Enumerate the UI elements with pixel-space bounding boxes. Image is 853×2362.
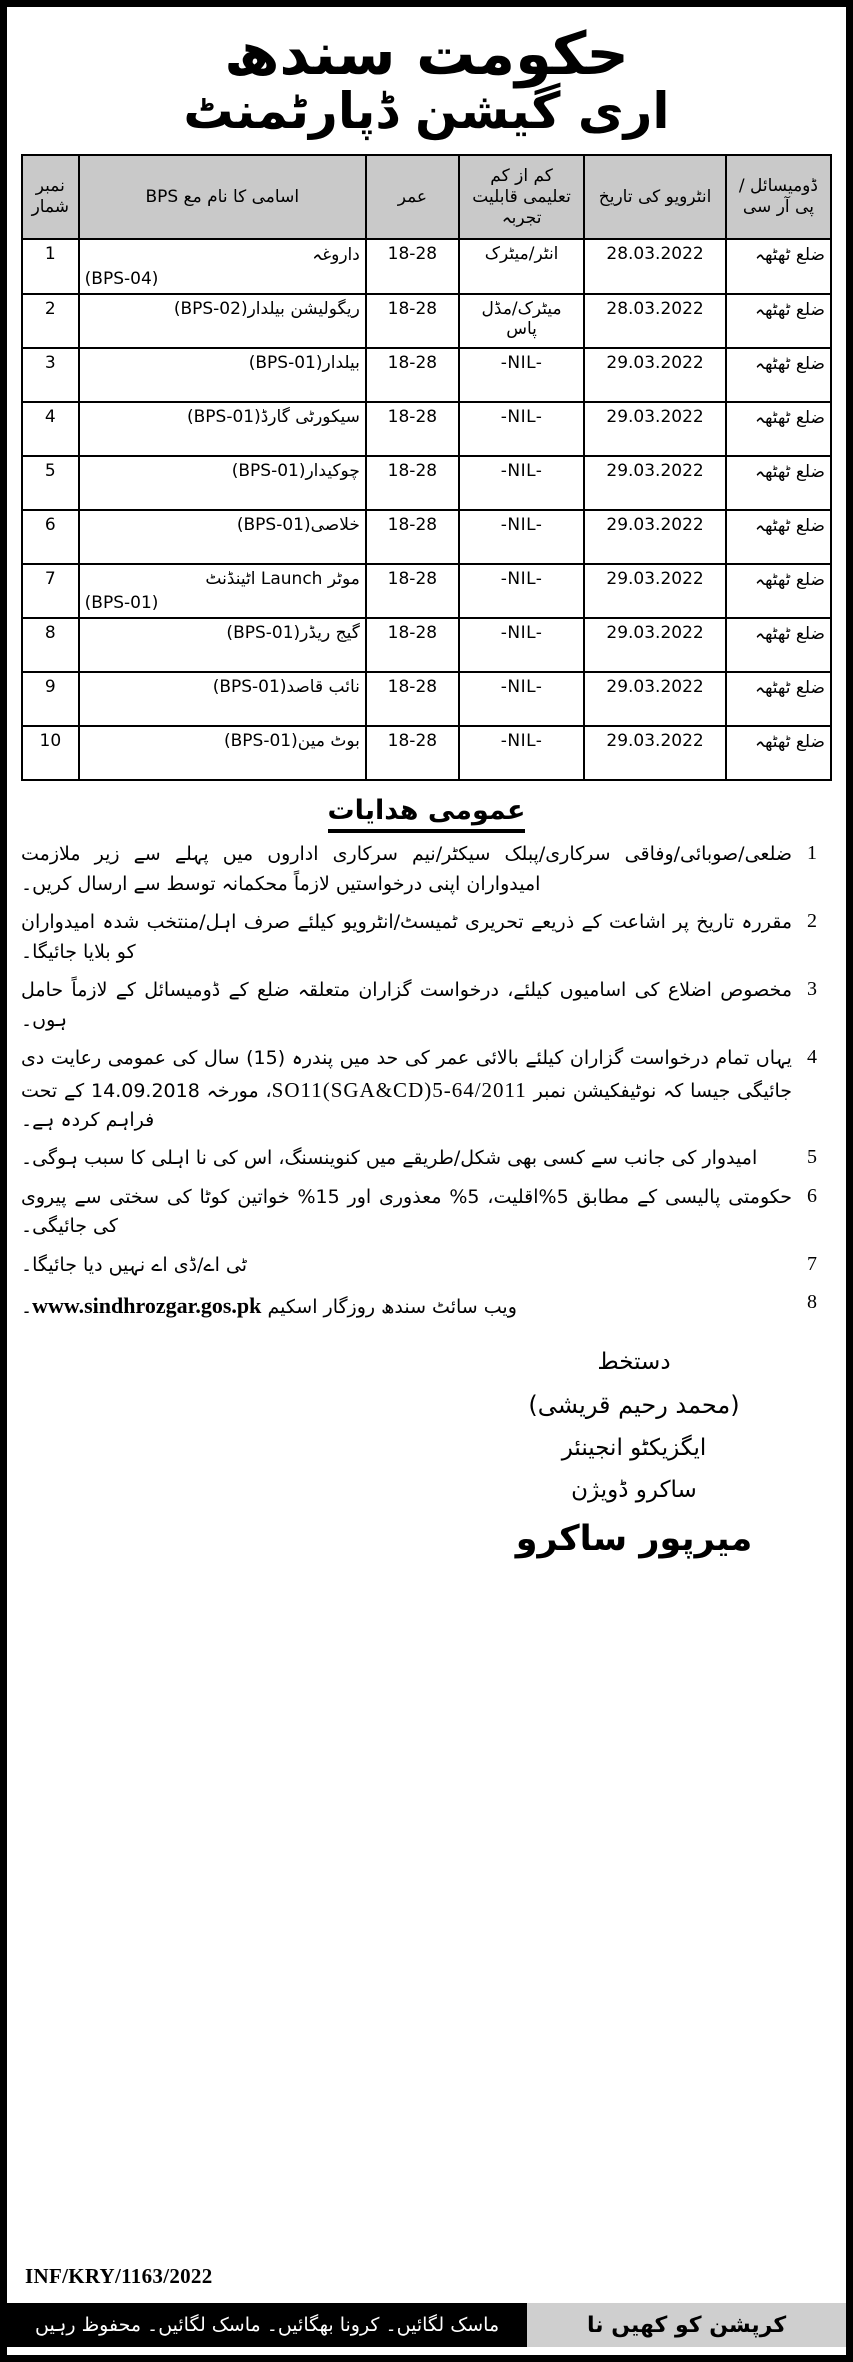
cell-domicile: ضلع ٹھٹھہ: [726, 294, 831, 348]
post-name: موٹر Launch اٹینڈنٹ: [205, 569, 360, 590]
cell-interview-date: 29.03.2022: [584, 618, 726, 672]
table-row: [22, 726, 831, 780]
notification-number: SO11(SGA&CD)5-64/2011: [271, 1077, 527, 1102]
table-row: [22, 672, 831, 726]
cell-serial: 2: [22, 294, 79, 348]
cell-domicile: ضلع ٹھٹھہ: [726, 456, 831, 510]
post-name: نائب قاصد(BPS-01): [212, 677, 360, 698]
instruction-text-part1: یہاں تمام درخواست گزاران کیلئے بالائی عمر کی حد میں پندرہ (15) سال کی عمومی رعایت دی جائیگی جیسا کہ نوٹیفکیشن نمبر: [21, 1047, 793, 1102]
cell-domicile: ضلع ٹھٹھہ: [726, 618, 831, 672]
post-name: خلاصی(BPS-01): [236, 515, 360, 536]
cell-education: -NIL-: [459, 618, 584, 672]
jobs-table: [21, 154, 832, 781]
instructions-list: [21, 840, 832, 1323]
signature-block: [484, 1349, 784, 1559]
cell-domicile: ضلع ٹھٹھہ: [726, 672, 831, 726]
cell-interview-date: 29.03.2022: [584, 564, 726, 618]
education-line2: پاس: [506, 319, 537, 340]
instruction-item: [21, 1044, 832, 1135]
cell-education: -NIL-: [459, 402, 584, 456]
instruction-text-suffix: ۔: [21, 1296, 33, 1319]
cell-age: 18-28: [366, 510, 459, 564]
cell-domicile: ضلع ٹھٹھہ: [726, 510, 831, 564]
website-url[interactable]: www.sindhrozgar.gos.pk: [32, 1293, 262, 1319]
instruction-number: 1: [807, 842, 817, 865]
cell-interview-date: 29.03.2022: [584, 348, 726, 402]
website-label: ویب سائٹ سندھ روزگار اسکیم: [267, 1296, 517, 1319]
cell-post: [79, 564, 366, 618]
cell-serial: 8: [22, 618, 79, 672]
column-header-domicile: ڈومیسائل /پی آر سی: [726, 155, 831, 239]
table-row: [22, 510, 831, 564]
post-name: گیج ریڈر(BPS-01): [226, 623, 360, 644]
instruction-item: [21, 1183, 832, 1242]
cell-age: 18-28: [366, 672, 459, 726]
instruction-number: 6: [807, 1184, 817, 1207]
cell-age: 18-28: [366, 402, 459, 456]
cell-domicile: ضلع ٹھٹھہ: [726, 348, 831, 402]
column-header-interview-date: انٹرویو کی تاریخ: [584, 155, 726, 239]
post-bps: (BPS-04): [84, 269, 159, 290]
instruction-text-part2: ،: [265, 1079, 272, 1102]
jobs-table-header: [22, 155, 831, 239]
department-title: اری گیشن ڈپارٹمنٹ: [183, 81, 670, 140]
instruction-item: [21, 1251, 832, 1280]
instruction-text: مقررہ تاریخ پر اشاعت کے ذریعے تحریری ٹمیسٹ/انٹرویو کیلئے صرف اہل/منتخب شدہ امیدواران کو بلایا جائیگا۔: [21, 911, 792, 963]
instruction-text: امیدوار کی جانب سے کسی بھی شکل/طریقے میں کنوینسنگ، اس کی نا اہلی کا سبب ہوگی۔: [21, 1147, 758, 1170]
instruction-item: [21, 1289, 832, 1323]
post-name: بوٹ مین(BPS-01): [224, 731, 360, 752]
cell-serial: 9: [22, 672, 79, 726]
instruction-number: 4: [807, 1046, 817, 1069]
table-row: [22, 239, 831, 294]
column-header-age: عمر: [366, 155, 459, 239]
cell-serial: 4: [22, 402, 79, 456]
instruction-item: [21, 976, 832, 1035]
table-row: [22, 348, 831, 402]
instruction-number: 5: [807, 1146, 817, 1169]
cell-education: -NIL-: [459, 672, 584, 726]
post-name: چوکیدار(BPS-01): [231, 461, 360, 482]
footer-bar: [7, 2303, 846, 2347]
inf-reference-code: INF/KRY/1163/2022: [25, 2264, 213, 2288]
signatory-designation: ایگزیکٹو انجینئر: [561, 1435, 707, 1462]
cell-post: [79, 672, 366, 726]
instructions-heading: [21, 795, 832, 826]
instruction-number: 8: [807, 1291, 817, 1314]
advertisement-body: [7, 7, 846, 2355]
education-line1: انٹر/میٹرک: [484, 244, 559, 265]
instruction-text: حکومتی پالیسی کے مطابق 5%اقلیت، 5% معذوری اور 15% خواتین کوٹا کی سختی سے پیروی کی جائیگی۔: [21, 1185, 793, 1238]
masthead: [21, 13, 832, 140]
cell-age: 18-28: [366, 239, 459, 294]
cell-post: [79, 239, 366, 294]
cell-post: [79, 402, 366, 456]
cell-age: 18-28: [366, 294, 459, 348]
post-name: بیلدار(BPS-01): [248, 353, 360, 374]
post-name: ریگولیشن بیلدار(BPS-02): [173, 299, 360, 320]
instruction-text-part3: مورخہ 14.09.2018 کے تحت فراہم کردہ ہے۔: [21, 1079, 259, 1132]
cell-interview-date: 28.03.2022: [584, 239, 726, 294]
post-name: سیکورٹی گارڈ(BPS-01): [186, 407, 360, 428]
cell-serial: 6: [22, 510, 79, 564]
instruction-item: [21, 1144, 832, 1173]
cell-domicile: ضلع ٹھٹھہ: [726, 402, 831, 456]
signatory-place: میرپور ساکرو: [515, 1519, 753, 1560]
cell-age: 18-28: [366, 348, 459, 402]
table-row: [22, 402, 831, 456]
cell-education: -NIL-: [459, 726, 584, 780]
covid-message-banner: ماسک لگائیں۔ کرونا بھگائیں۔ ماسک لگائیں۔ محفوظ رہیں: [7, 2303, 527, 2347]
jobs-table-body: [22, 239, 831, 780]
column-header-post: اسامی کا نام مع BPS: [79, 155, 366, 239]
instruction-text: [21, 1289, 792, 1323]
cell-interview-date: 29.03.2022: [584, 456, 726, 510]
cell-domicile: ضلع ٹھٹھہ: [726, 726, 831, 780]
cell-age: 18-28: [366, 564, 459, 618]
table-row: [22, 564, 831, 618]
instruction-number: 3: [807, 978, 817, 1001]
instruction-number: 2: [807, 910, 817, 933]
cell-interview-date: 29.03.2022: [584, 726, 726, 780]
cell-domicile: ضلع ٹھٹھہ: [726, 239, 831, 294]
instruction-item: [21, 840, 832, 899]
table-row: [22, 618, 831, 672]
instruction-item: [21, 908, 832, 967]
signature-label: دستخط: [597, 1349, 671, 1376]
government-title: حکومت سندھ: [224, 19, 629, 88]
cell-post: [79, 726, 366, 780]
instruction-text: مخصوص اضلاع کی اساميوں کیلئے، درخواست گزاران متعلقہ ضلع کے ڈومیسائل کے لازماً حامل ہوں۔: [21, 979, 792, 1031]
cell-age: 18-28: [366, 726, 459, 780]
post-name: داروغہ: [312, 245, 360, 266]
cell-post: [79, 456, 366, 510]
cell-serial: 3: [22, 348, 79, 402]
cell-education: [459, 294, 584, 348]
cell-education: -NIL-: [459, 348, 584, 402]
cell-education: [459, 239, 584, 294]
cell-education: -NIL-: [459, 456, 584, 510]
post-bps: (BPS-01): [84, 593, 159, 614]
instruction-text: [21, 1044, 792, 1135]
table-header-row: [22, 155, 831, 239]
instruction-text: ٹی اے/ڈی اے نہیں دیا جائیگا۔: [21, 1253, 248, 1276]
cell-age: 18-28: [366, 618, 459, 672]
cell-serial: 10: [22, 726, 79, 780]
cell-post: [79, 618, 366, 672]
table-row: [22, 294, 831, 348]
signatory-division: ساکرو ڈویژن: [571, 1477, 697, 1504]
column-header-education: کم از کم تعلیمی قابلیت تجربہ: [459, 155, 584, 239]
cell-education: -NIL-: [459, 510, 584, 564]
cell-interview-date: 29.03.2022: [584, 510, 726, 564]
column-header-serial: نمبر شمار: [22, 155, 79, 239]
signatory-name: (محمد رحیم قریشی): [528, 1391, 740, 1420]
table-row: [22, 456, 831, 510]
cell-post: [79, 294, 366, 348]
cell-post: [79, 510, 366, 564]
anti-corruption-banner: کرپشن کو کھیں نا: [527, 2303, 846, 2347]
cell-serial: 1: [22, 239, 79, 294]
cell-interview-date: 28.03.2022: [584, 294, 726, 348]
cell-post: [79, 348, 366, 402]
cell-serial: 7: [22, 564, 79, 618]
instruction-number: 7: [807, 1252, 817, 1275]
education-line1: میٹرک/مڈل: [481, 299, 562, 320]
cell-interview-date: 29.03.2022: [584, 672, 726, 726]
instructions-heading-text: عمومی ھدایات: [328, 795, 526, 833]
cell-education: -NIL-: [459, 564, 584, 618]
cell-age: 18-28: [366, 456, 459, 510]
instruction-text: ضلعی/صوبائی/وفاقی سرکاری/پبلک سیکٹر/نیم سرکاری اداروں میں پہلے سے زیر ملازمت امیدواران اپنی درخواستیں لازماً محکمانہ توسط سے ارسال کریں۔: [21, 843, 792, 895]
cell-interview-date: 29.03.2022: [584, 402, 726, 456]
cell-serial: 5: [22, 456, 79, 510]
cell-domicile: ضلع ٹھٹھہ: [726, 564, 831, 618]
